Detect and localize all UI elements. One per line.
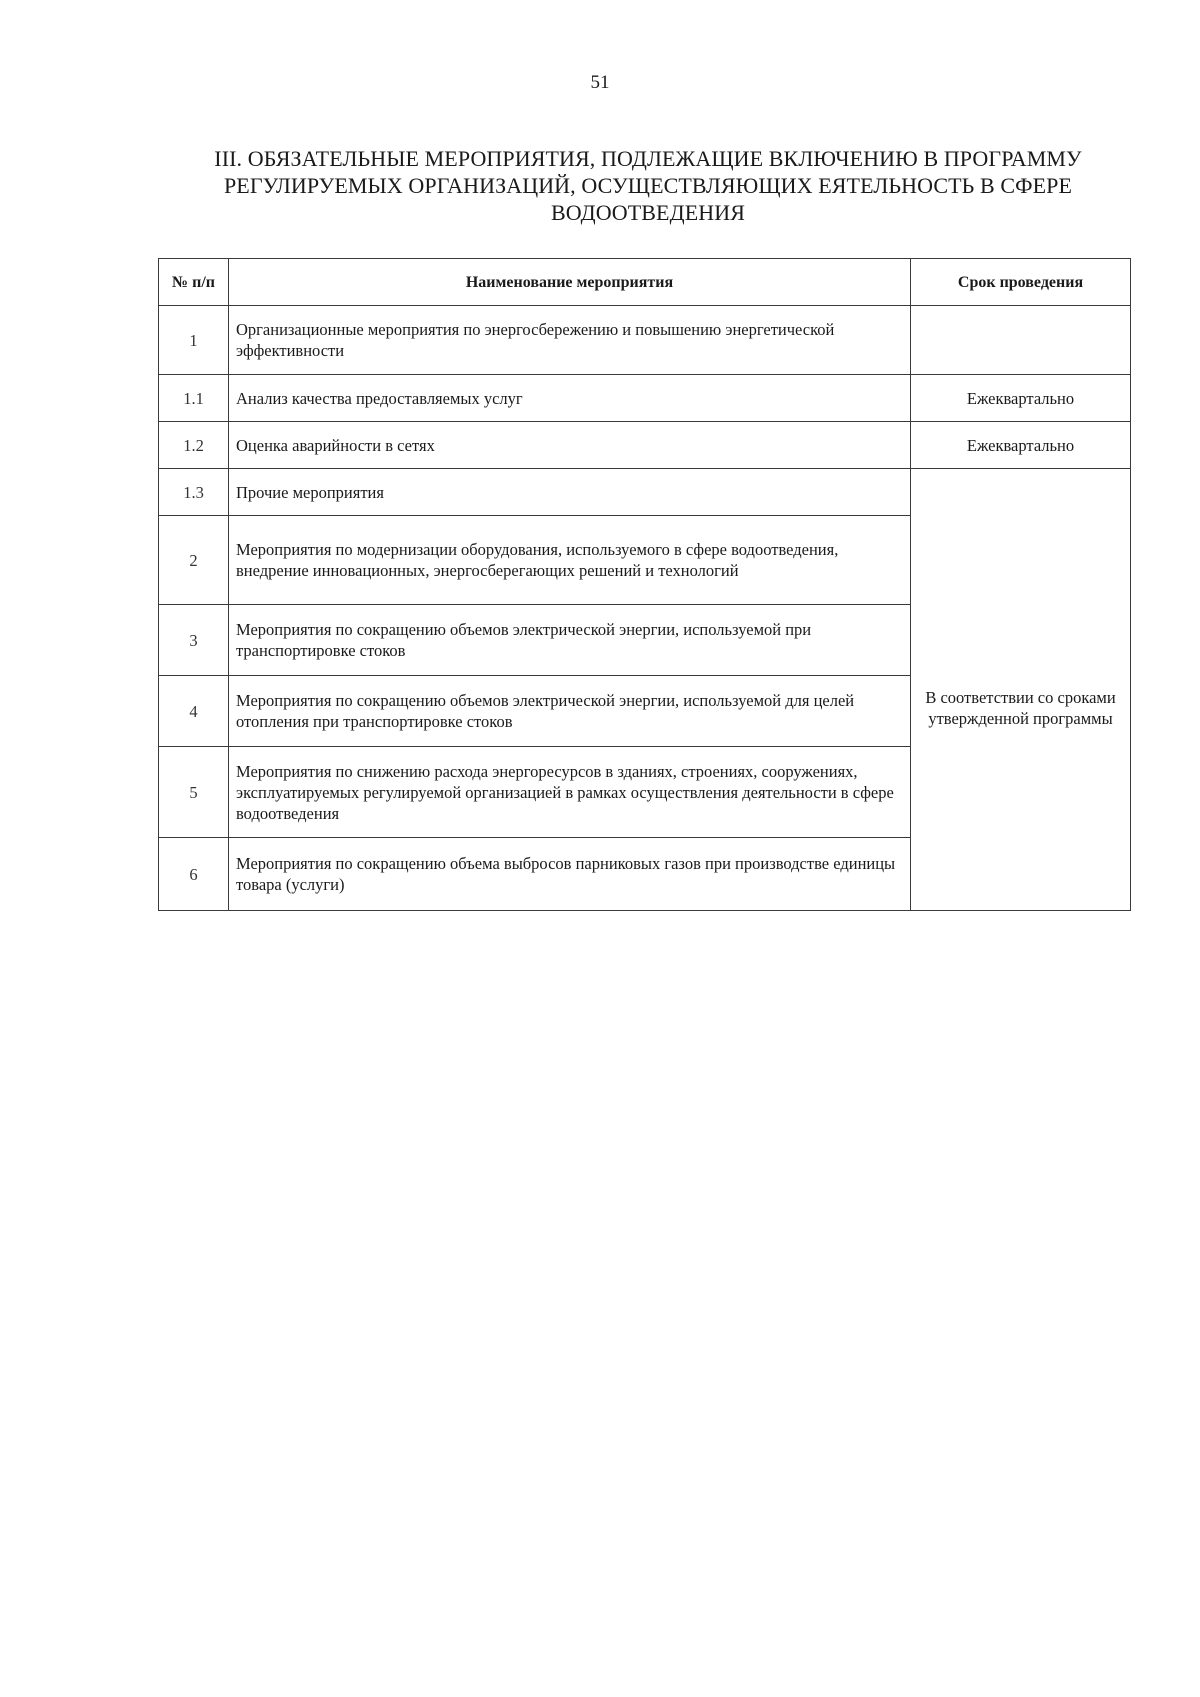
row-number: 3: [159, 605, 229, 676]
page-number: 51: [590, 72, 610, 93]
header-activity-name: Наименование мероприятия: [229, 259, 911, 306]
header-number: № п/п: [159, 259, 229, 306]
row-activity-name: Мероприятия по сокращению объема выбросов парниковых газов при производстве единицы товара (услуги): [229, 838, 911, 911]
row-number: 2: [159, 516, 229, 605]
section-title-line-1: III. ОБЯЗАТЕЛЬНЫЕ МЕРОПРИЯТИЯ, ПОДЛЕЖАЩИЕ ВКЛЮЧЕНИЮ В ПРОГРАММУ: [214, 146, 1082, 171]
row-activity-name: Мероприятия по модернизации оборудования, используемого в сфере водоотведения, внедрение инновационных, энергосберегающих решений и технологий: [229, 516, 911, 605]
row-term: [911, 306, 1131, 375]
row-number: 5: [159, 747, 229, 838]
row-activity-name: Мероприятия по сокращению объемов электрической энергии, используемой при транспортировке стоков: [229, 605, 911, 676]
merged-term-cell: В соответствии со сроками утвержденной программы: [911, 469, 1131, 911]
table-row: [159, 375, 1131, 422]
table-header-row: [159, 259, 1131, 306]
section-title-line-2: РЕГУЛИРУЕМЫХ ОРГАНИЗАЦИЙ, ОСУЩЕСТВЛЯЮЩИХ ЕЯТЕЛЬНОСТЬ В СФЕРЕ: [223, 173, 1073, 198]
table-row: [159, 306, 1131, 375]
row-term: Ежеквартально: [911, 375, 1131, 422]
section-title-line-3: ВОДООТВЕДЕНИЯ: [551, 200, 745, 225]
row-activity-name: Прочие мероприятия: [229, 469, 911, 516]
table-row: [159, 422, 1131, 469]
activities-table: [158, 258, 1131, 911]
row-number: 1.2: [159, 422, 229, 469]
row-number: 1: [159, 306, 229, 375]
row-number: 1.1: [159, 375, 229, 422]
section-title: [168, 145, 1128, 226]
row-activity-name: Организационные мероприятия по энергосбережению и повышению энергетической эффективности: [229, 306, 911, 375]
row-activity-name: Анализ качества предоставляемых услуг: [229, 375, 911, 422]
row-number: 4: [159, 676, 229, 747]
table-row: [159, 469, 1131, 516]
row-activity-name: Мероприятия по снижению расхода энергоресурсов в зданиях, строениях, сооружениях, эксплуатируемых регулируемой организацией в рамках осуществления деятельности в сфере водоотведения: [229, 747, 911, 838]
row-term: Ежеквартально: [911, 422, 1131, 469]
row-number: 6: [159, 838, 229, 911]
row-activity-name: Мероприятия по сокращению объемов электрической энергии, используемой для целей отопления при транспортировке стоков: [229, 676, 911, 747]
row-number: 1.3: [159, 469, 229, 516]
header-term: Срок проведения: [911, 259, 1131, 306]
row-activity-name: Оценка аварийности в сетях: [229, 422, 911, 469]
